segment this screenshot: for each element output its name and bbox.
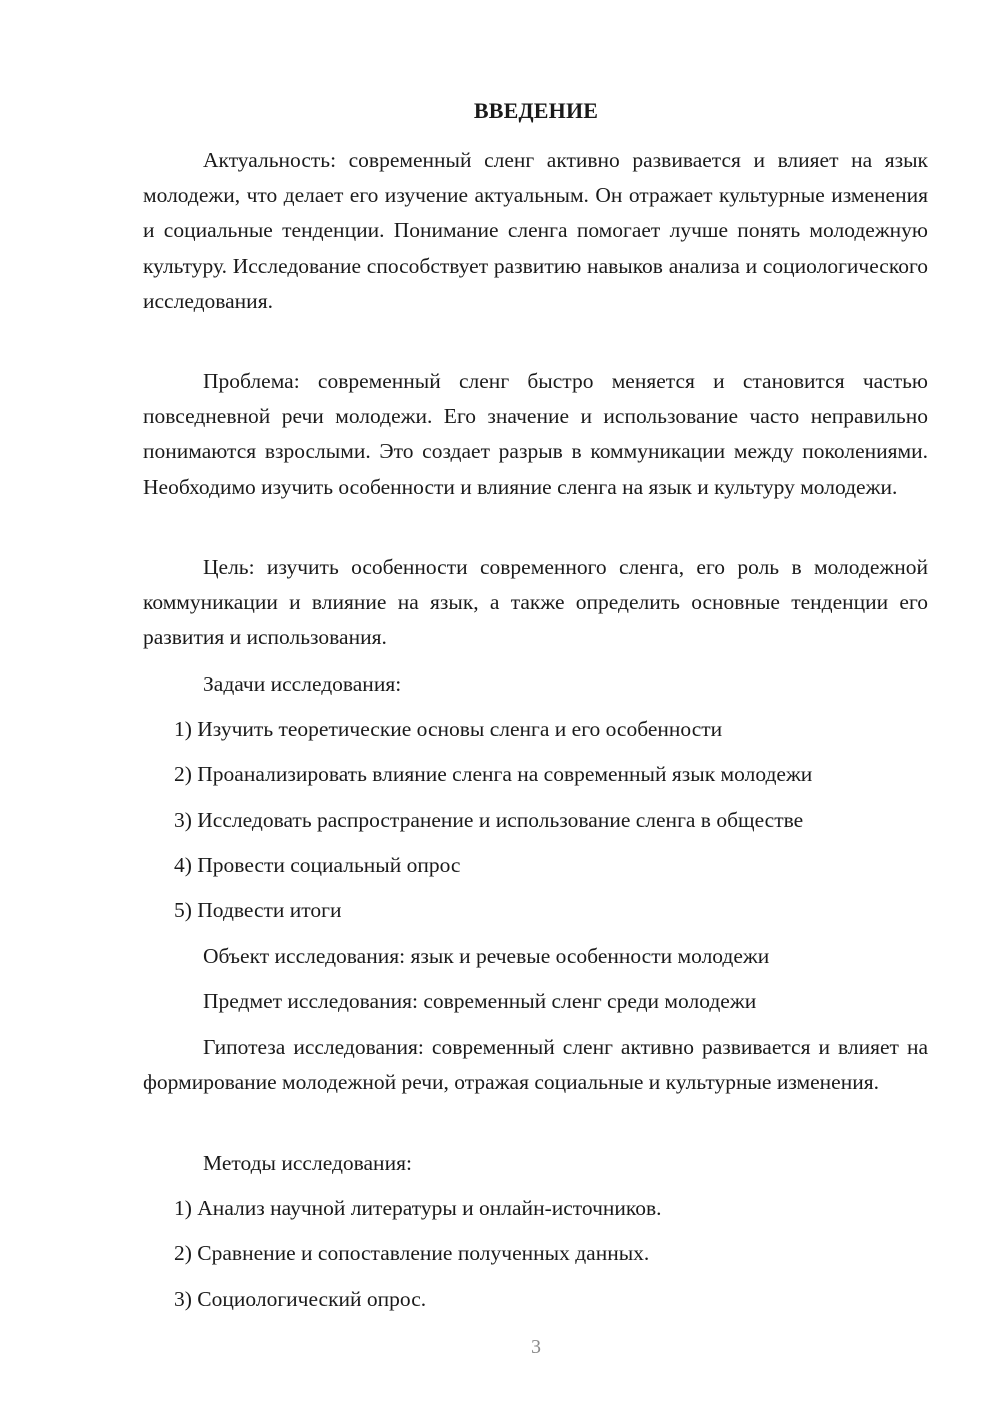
tasks-heading: Задачи исследования:: [203, 672, 402, 696]
hypothesis-paragraph: Гипотеза исследования: современный сленг активно развивается и влияет на формирование молодежной речи, отражая социальные и культурные изменения.: [143, 1035, 928, 1095]
task-item-5: 5) Подвести итоги: [174, 898, 342, 922]
page-title: ВВЕДЕНИЕ: [473, 98, 599, 123]
method-item-3: 3) Социологический опрос.: [174, 1287, 427, 1311]
method-item-2: 2) Сравнение и сопоставление полученных данных.: [174, 1241, 650, 1265]
task-item-2: 2) Проанализировать влияние сленга на современный язык молодежи: [174, 762, 813, 786]
goal-paragraph: Цель: изучить особенности современного сленга, его роль в молодежной коммуникации и влияние на язык, а также определить основные тенденции его развития и использования.: [143, 555, 928, 650]
methods-heading: Методы исследования:: [203, 1151, 412, 1175]
method-item-1: 1) Анализ научной литературы и онлайн-источников.: [174, 1196, 662, 1220]
relevance-paragraph: Актуальность: современный сленг активно развивается и влияет на язык молодежи, что делает его изучение актуальным. Он отражает культурные изменения и социальные тенденции. Понимание сленга помогает лучше понять молодежную культуру. Исследование способствует развитию навыков анализа и социологического исследования.: [143, 148, 928, 313]
problem-paragraph: Проблема: современный сленг быстро меняется и становится частью повседневной речи молодежи. Его значение и использование часто неправильно понимаются взрослыми. Это создает разрыв в коммуникации между поколениями. Необходимо изучить особенности и влияние сленга на язык и культуру молодежи.: [143, 369, 928, 499]
task-item-4: 4) Провести социальный опрос: [174, 853, 461, 877]
task-item-3: 3) Исследовать распространение и использование сленга в обществе: [174, 808, 804, 832]
page-number: 3: [531, 1336, 541, 1358]
subject-line: Предмет исследования: современный сленг среди молодежи: [203, 989, 757, 1013]
task-item-1: 1) Изучить теоретические основы сленга и его особенности: [174, 717, 723, 741]
object-line: Объект исследования: язык и речевые особенности молодежи: [203, 944, 770, 968]
